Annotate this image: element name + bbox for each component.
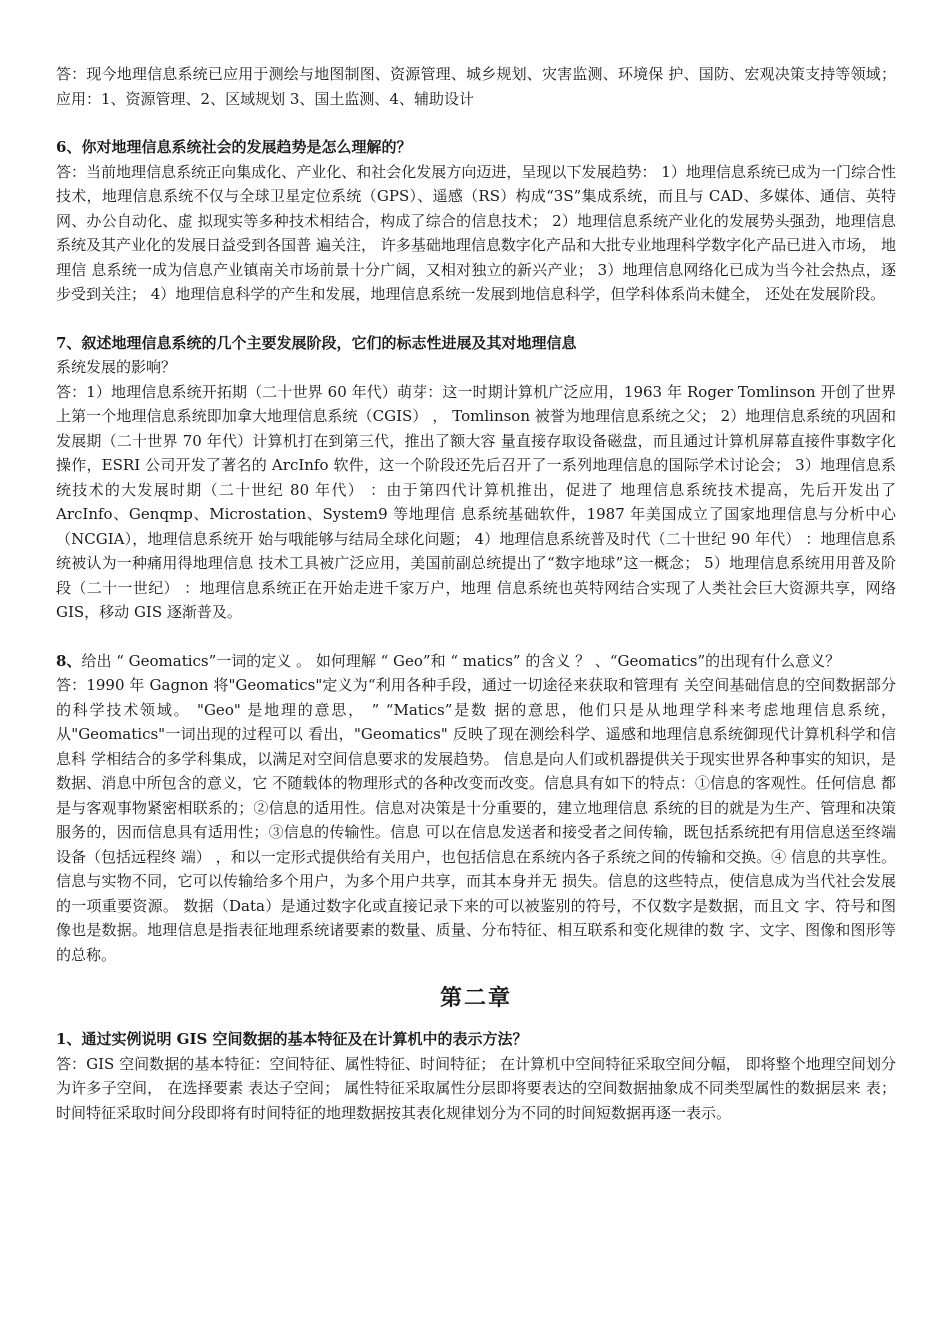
document-page (56, 62, 896, 1125)
section8-number: 8、 (56, 651, 82, 670)
section6-number: 6、 (56, 138, 82, 156)
section7-question (56, 331, 896, 356)
spacer (56, 625, 896, 649)
section5-answer: 答：现今地理信息系统已应用于测绘与地图制图、资源管理、城乡规划、灾害监测、环境保 护、国防、宏观决策支持等领域； 应用：1、资源管理、2、区域规划 3、国土监测、4、辅助设计 (56, 65, 896, 108)
chapter2-q1-question (56, 1027, 896, 1052)
section8-question (56, 649, 896, 674)
section7-number: 7、 (56, 333, 82, 352)
chapter2-q1-answer: 答：GIS 空间数据的基本特征：空间特征、属性特征、时间特征； 在计算机中空间特征采取空间分幅， 即将整个地理空间划分为许多子空间， 在选择要素 表达子空间； 属性特征采取属性分层即将要表达的空间数据抽象成不同类型属性的数据层来 表； 时间特征采取时间分段即将有时间特征的地理数据按其表化规律划分为不同的时间短数据再逐一表示。 (56, 1054, 896, 1122)
section6-answer: 答：当前地理信息系统正向集成化、产业化、和社会化发展方向迈进，呈现以下发展趋势： 1）地理信息系统已成为一门综合性技术，地理信息系统不仅与全球卫星定位系统（GPS）、遥感（RS）构成“3S”集成系统，而且与 CAD、多媒体、通信、英特网、办公自动化、虚 拟现实等多种技术相结合，构成了综合的信息技术； 2）地理信息系统产业化的发展势头强劲，地理信息系统及其产业化的发展日益受到各国普 遍关注， 许多基础地理信息数字化产品和大批专业地理科学数字化产品已进入市场， 地理信 息系统一成为信息产业镇南关市场前景十分广阔，又相对独立的新兴产业； 3）地理信息网络化已成为当今社会热点，逐步受到关注； 4）地理信息科学的产生和发展，地理信息系统一发展到地信息科学，但学科体系尚未健全， 还处在发展阶段。 (56, 162, 896, 303)
chapter-heading: 第二章 (439, 985, 512, 1011)
chapter2-q1-question-text: 通过实例说明 GIS 空间数据的基本特征及在计算机中的表示方法？ (81, 1030, 528, 1048)
section6-question-text: 你对地理信息系统社会的发展趋势是怎么理解的？ (81, 138, 412, 156)
spacer (56, 307, 896, 331)
section8-answer: 答：1990 年 Gagnon 将"Geomatics"定义为“利用各种手段，通过一切途径来获取和管理有 关空间基础信息的空间数据部分的科学技术领域。 "Geo" 是地理的意思， ” “Matics”是数 据的意思，他们只是从地理学科来考虑地理信息系统，从"Geomatics"一词出现的过程可以 看出，"Geomatics" 反映了现在测绘科学、遥感和地理信息系统御现代计算机科学和信息科 学相结合的多学科集成，以满足对空间信息要求的发展趋势。 信息是向人们或机器提供关于现实世界各种事实的知识，是数据、消息中所包含的意义，它 不随载体的物理形式的各种改变而改变。信息具有如下的特点：①信息的客观性。任何信息 都是与客观事物紧密相联系的；②信息的适用性。信息对决策是十分重要的，建立地理信息 系统的目的就是为生产、管理和决策服务的，因而信息具有适用性；③信息的传输性。信息 可以在信息发送者和接受者之间传输，既包括系统把有用信息送至终端设备（包括远程终 端） ，和以一定形式提供给有关用户，也包括信息在系统内各子系统之间的传输和交换。④ 信息的共享性。信息与实物不同，它可以传输给多个用户，为多个用户共享，而其本身并无 损失。信息的这些特点，使信息成为当代社会发展的一项重要资源。 数据（Data）是通过数字化或直接记录下来的可以被鉴别的符号，不仅数字是数据，而且文 字、符号和图像也是数据。地理信息是指表征地理系统诸要素的数量、质量、分布特征、相互联系和变化规律的数 字、文字、图像和图形等的总称。 (56, 676, 896, 964)
section8-question-text: 给出 “ Geomatics”一词的定义 。 如何理解 “ Geo”和 “ matics” 的含义 ？ 、“Geomatics”的出现有什么意义？ (81, 651, 841, 670)
spacer (56, 111, 896, 135)
section7-answer: 答：1）地理信息系统开拓期（二十世界 60 年代）萌芽：这一时期计算机广泛应用，1963 年 Roger Tomlinson 开创了世界上第一个地理信息系统即加拿大地理信息系统（CGIS） ， Tomlinson 被誉为地理信息系统之父； 2）地理信息系统的巩固和发展期（二十世界 70 年代）计算机打在到第三代，推出了额大容 量直接存取设备磁盘，而且通过计算机屏幕直接件事数字化操作，ESRI 公司开发了著名的 ArcInfo 软件，这一个阶段还先后召开了一系列地理信息的国际学术讨论会； 3）地理信息系统技术的大发展时期（二十世纪 80 年代） ：由于第四代计算机推出，促进了 地理信息系统技术提高，先后开发出了 ArcInfo、Genqmp、Microstation、System9 等地理信 息系统基础软件，1987 年美国成立了国家地理信息与分析中心（NCGIA），地理信息系统开 始与哦能够与结局全球化问题； 4）地理信息系统普及时代（二十世纪 90 年代） ：地理信息系统被认为一种痛用得地理信息 技术工具被广泛应用，美国前副总统提出了“数字地球”这一概念； 5）地理信息系统用用普及阶段（二十一世纪） ：地理信息系统正在开始走进千家万户，地理 信息系统也英特网结合实现了人类社会巨大资源共享，网络 GIS，移动 GIS 逐渐普及。 (56, 382, 896, 621)
section6-question (56, 135, 896, 160)
section7-question-line2: 系统发展的影响？ (56, 358, 177, 376)
chapter2-q1-number: 1、 (56, 1030, 82, 1048)
section7-question-line1: 叙述地理信息系统的几个主要发展阶段，它们的标志性进展及其对地理信息 (81, 333, 577, 352)
